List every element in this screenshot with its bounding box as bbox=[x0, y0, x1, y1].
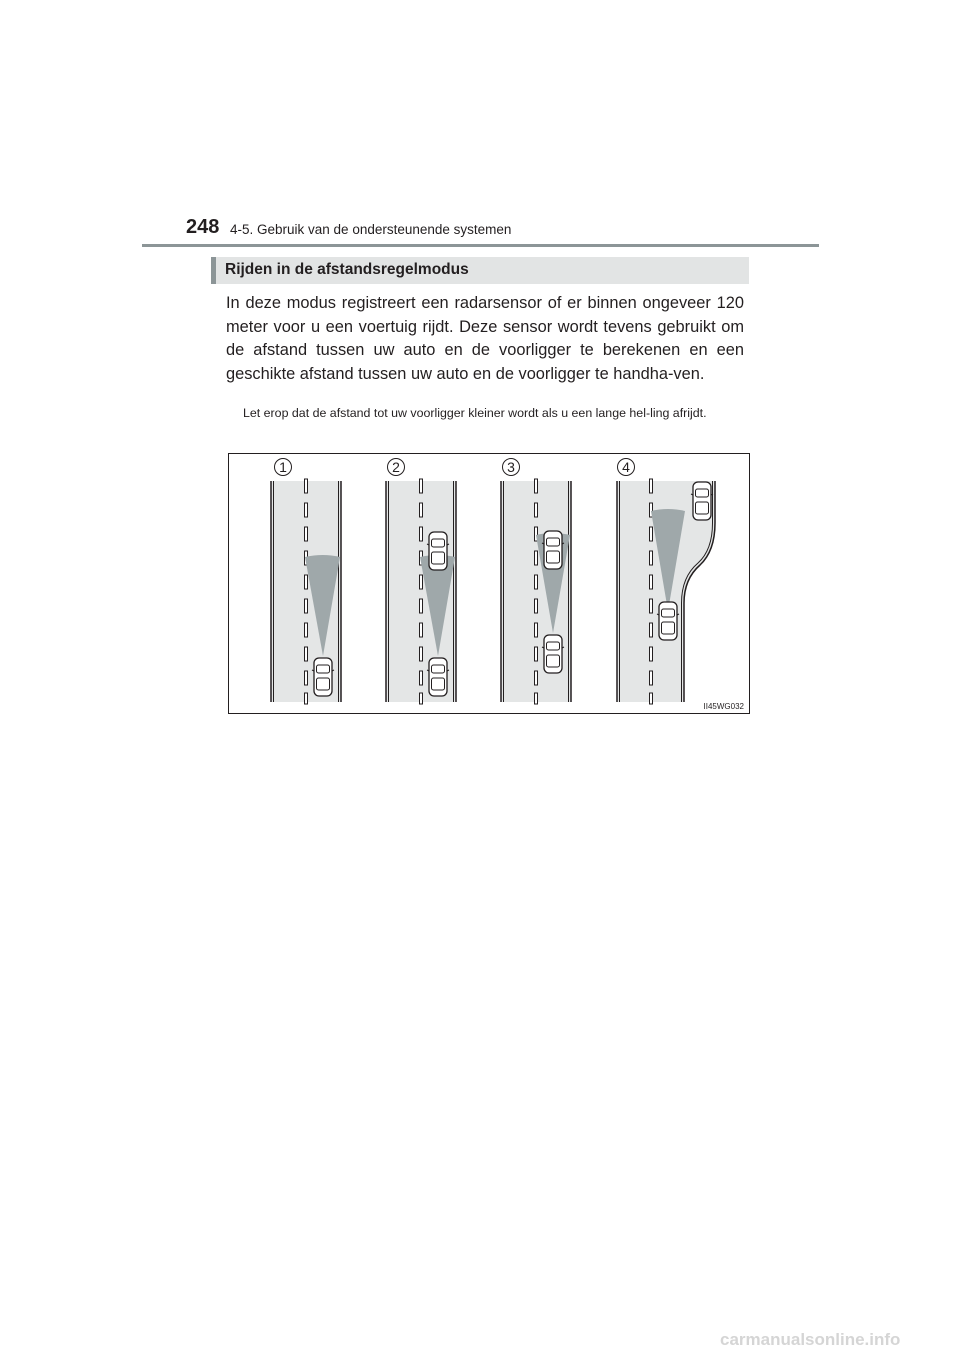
figure-code: II45WG032 bbox=[703, 702, 744, 711]
distance-control-illustration bbox=[228, 453, 750, 714]
note-paragraph: Let erop dat de afstand tot uw voorligger kleiner wordt als u een lange hel-ling afrijdt. bbox=[243, 406, 707, 420]
panel-2 bbox=[386, 459, 456, 705]
heading-bar bbox=[211, 257, 749, 284]
lead-car-4 bbox=[691, 482, 713, 520]
own-car-4 bbox=[657, 602, 679, 640]
own-car-2 bbox=[427, 658, 449, 696]
section-heading: Rijden in de afstandsregelmodus bbox=[225, 261, 469, 278]
panel-1 bbox=[271, 459, 341, 705]
heading-accent bbox=[211, 257, 216, 284]
own-car-1 bbox=[312, 658, 334, 696]
body-paragraph: In deze modus registreert een radarsensor of er binnen ongeveer 120 meter voor u een voertuig rijdt. Deze sensor wordt tevens gebruikt om de afstand tussen uw auto en de voorligger te berekenen en een geschikte afstand tussen uw auto en de voorligger te handha-ven. bbox=[226, 294, 744, 383]
panel-number-3-label: 3 bbox=[507, 459, 515, 475]
panel-number-2-label: 2 bbox=[392, 459, 400, 475]
page-number: 248 bbox=[186, 216, 220, 238]
section-title: 4-5. Gebruik van de ondersteunende systemen bbox=[230, 222, 512, 237]
lead-car-2 bbox=[427, 532, 449, 570]
header-divider bbox=[142, 244, 819, 247]
panel-number-4-label: 4 bbox=[622, 459, 630, 475]
lead-car-3 bbox=[542, 531, 564, 569]
panel-3 bbox=[501, 459, 571, 705]
footer-watermark[interactable]: carmanualsonline.info bbox=[720, 1330, 901, 1349]
own-car-3 bbox=[542, 635, 564, 673]
panel-number-1-label: 1 bbox=[279, 459, 287, 475]
